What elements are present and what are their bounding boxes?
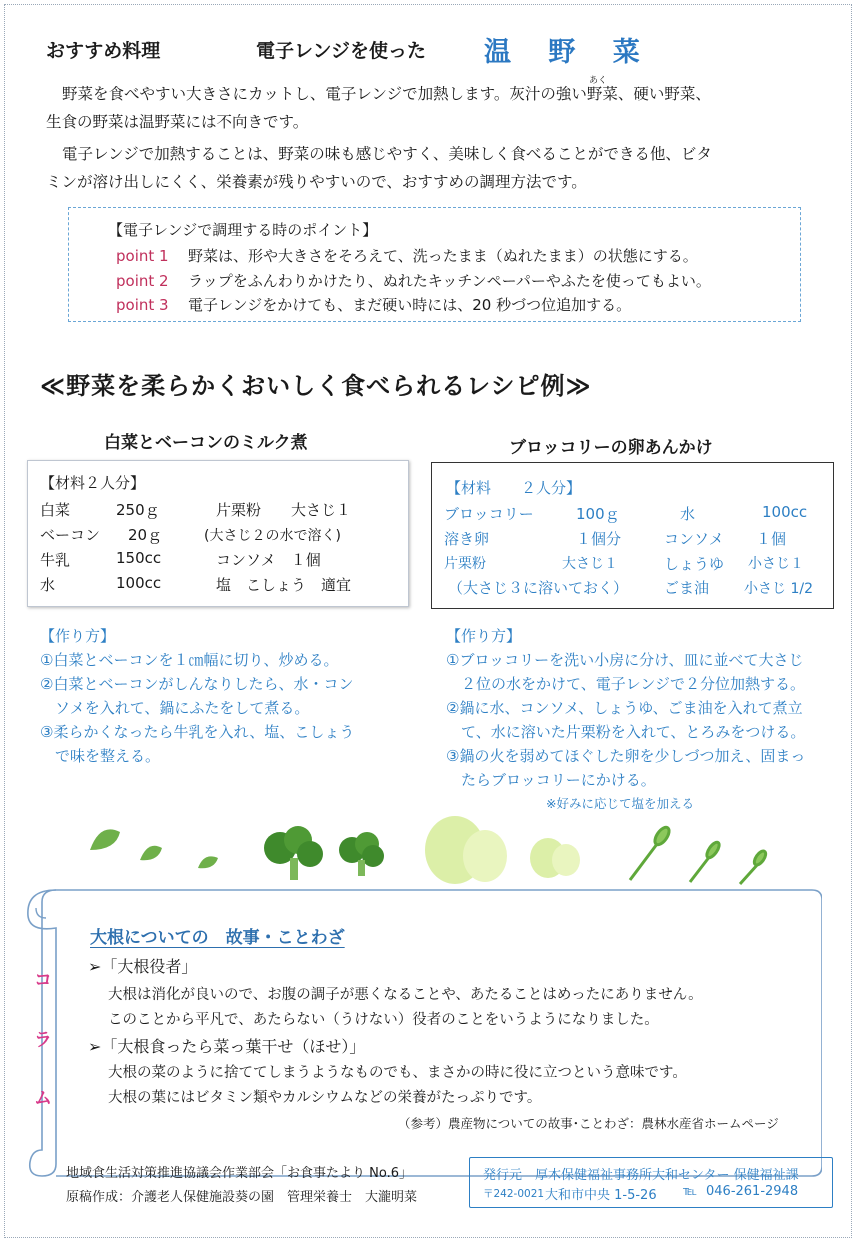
method-step: で味を整える。: [40, 747, 161, 765]
ingredient-amount: 100ｇ: [576, 505, 620, 523]
postal-code: 〒242-0021: [483, 1188, 545, 1200]
method-step: ソメを入れて、鍋にふたをして煮る。: [40, 699, 310, 717]
ingredient-amount: 小さじ１: [748, 556, 804, 572]
point-item: [116, 245, 698, 266]
column-side-char: ム: [34, 1088, 52, 1109]
intro-line: 野菜を食べやすい大きさにカットし、電子レンジで加熱します。灰汁の強い野菜、硬い野菜、: [62, 85, 711, 103]
method-step: て、水に溶いた片栗粉を入れて、とろみをつける。: [446, 723, 806, 741]
column-side-char: ラ: [34, 1030, 52, 1051]
address: 大和市中央 1-5-26: [545, 1188, 657, 1203]
ingredient-amount: 小さじ 1/2: [744, 581, 813, 597]
point-label: point 1: [116, 247, 169, 265]
publisher: 発行元 厚木保健福祉事務所大和センター 保健福祉課: [483, 1168, 799, 1183]
footer-author: 原稿作成：介護老人保健施設葵の園 管理栄養士 大瀧明菜: [66, 1190, 418, 1205]
intro-line: ミンが溶け出しにくく、栄養素が残りやすいので、おすすめの調理方法です。: [46, 173, 587, 191]
ingredient-extra: 塩 こしょう 適宜: [216, 576, 352, 594]
point-text: 電子レンジをかけても、まだ硬い時には、20 秒づつ位追加する。: [188, 296, 632, 314]
materials-heading: 【材料 ２人分】: [446, 479, 582, 497]
column-text: 大根の菜のように捨ててしまうようなものでも、まさかの時に役に立つという意味です。: [108, 1065, 687, 1081]
broccoli-icon: [264, 826, 384, 880]
column-item-heading: ➢「大根食ったら菜っ葉干せ（ほせ）」: [88, 1037, 366, 1056]
method-heading: 【作り方】: [446, 627, 522, 645]
column-side-char: コ: [34, 970, 52, 991]
section-label: おすすめ料理: [46, 40, 161, 62]
ingredient-name: 白菜: [40, 501, 71, 519]
ingredient-amount: １個分: [576, 530, 622, 548]
column-text: 大根の葉にはビタミン類やカルシウムなどの栄養がたっぷりです。: [108, 1090, 542, 1106]
page-subtitle: 電子レンジを使った: [256, 40, 427, 62]
vegetable-illustration: [70, 810, 790, 890]
recipes-heading: ≪野菜を柔らかくおいしく食べられるレシピ例≫: [40, 372, 592, 400]
point-text: ラップをふんわりかけたり、ぬれたキッチンペーパーやふたを使ってもよい。: [188, 272, 711, 290]
napa-cabbage-icon: [425, 816, 580, 884]
ingredient-extra: (大さじ２の水で溶く): [204, 528, 341, 544]
point-item: [116, 294, 631, 315]
ingredient-name: 牛乳: [40, 551, 71, 569]
point-item: [116, 270, 711, 291]
ingredient-name: 水: [40, 576, 56, 594]
method-step: ①ブロッコリーを洗い小房に分け、皿に並べて大さじ: [446, 651, 804, 669]
column-text: 大根は消化が良いので、お腹の調子が悪くなることや、あたることはめったにありません。: [108, 987, 703, 1003]
recipe-right-title: ブロッコリーの卵あんかけ: [509, 438, 713, 458]
method-step: ②鍋に水、コンソメ、しょうゆ、ごま油を入れて煮立: [446, 699, 803, 717]
ingredient-extra: コンソメ １個: [216, 551, 321, 569]
method-step: ②白菜とベーコンがしんなりしたら、水・コン: [40, 675, 354, 693]
materials-heading: 【材料２人分】: [40, 474, 146, 492]
point-label: point 2: [116, 272, 169, 290]
column-reference: （参考）農産物についての故事･ことわざ：農林水産省ホームページ: [398, 1116, 779, 1131]
ingredient-amount: １個: [756, 530, 787, 548]
ingredient-note: （大さじ３に溶いておく）: [448, 579, 629, 597]
method-step: ③鍋の火を弱めてほぐした卵を少しづつ加え、固まっ: [446, 747, 806, 765]
ingredient-amount: 100cc: [116, 574, 162, 592]
intro-line: 生食の野菜は温野菜には不向きです。: [46, 113, 309, 131]
point-label: point 3: [116, 296, 169, 314]
ingredient-amount: 150cc: [116, 549, 162, 567]
ingredient-name: ブロッコリー: [444, 505, 534, 523]
ingredient-amount: 大さじ１: [562, 556, 618, 572]
ingredient-name: 溶き卵: [444, 530, 490, 548]
recipe-left-title: 白菜とベーコンのミルク煮: [104, 433, 308, 453]
method-step: ③柔らかくなったら牛乳を入れ、塩、こしょう: [40, 723, 355, 741]
column-text: このことから平凡で、あたらない（うけない）役者のことをいうようになりました。: [108, 1012, 659, 1028]
ingredient-name: 片栗粉: [444, 556, 486, 572]
ingredient-amount: 20ｇ: [128, 526, 163, 544]
method-step: ２位の水をかけて、電子レンジで２分位加熱する。: [446, 675, 805, 693]
leafy-green-icon: [630, 825, 768, 884]
ingredient-name: 水: [680, 505, 696, 523]
column-title: 大根についての 故事・ことわざ: [90, 928, 345, 948]
intro-line: 電子レンジで加熱することは、野菜の味も感じやすく、美味しく食べることができる他、ビタ: [62, 145, 712, 163]
ingredient-amount: 100cc: [762, 503, 808, 521]
points-heading: 【電子レンジで調理する時のポイント】: [108, 221, 378, 239]
salt-note: ※好みに応じて塩を加える: [546, 796, 694, 811]
ingredient-name: ベーコン: [40, 526, 101, 544]
ingredient-extra: 片栗粉 大さじ１: [216, 501, 352, 519]
method-step: たらブロッコリーにかける。: [446, 771, 656, 789]
telephone: 046-261-2948: [706, 1184, 799, 1199]
footer-series: 地域食生活対策推進協議会作業部会「お食事たより No.6」: [66, 1166, 412, 1181]
ingredient-amount: 250ｇ: [116, 501, 160, 519]
tel-icon: ℡: [683, 1184, 697, 1199]
ruby-text: あく: [589, 76, 608, 86]
method-step: ①白菜とベーコンを１㎝幅に切り、炒める。: [40, 651, 339, 669]
ingredient-name: しょうゆ: [664, 555, 725, 573]
ingredient-name: ごま油: [664, 579, 710, 597]
ingredient-name: コンソメ: [664, 530, 724, 548]
method-heading: 【作り方】: [40, 627, 116, 645]
lettuce-leaf-icon: [90, 829, 218, 868]
column-item-heading: ➢「大根役者」: [88, 957, 198, 976]
point-text: 野菜は、形や大きさをそろえて、洗ったまま（ぬれたまま）の状態にする。: [188, 247, 698, 265]
page-title: 温 野 菜: [484, 37, 654, 68]
